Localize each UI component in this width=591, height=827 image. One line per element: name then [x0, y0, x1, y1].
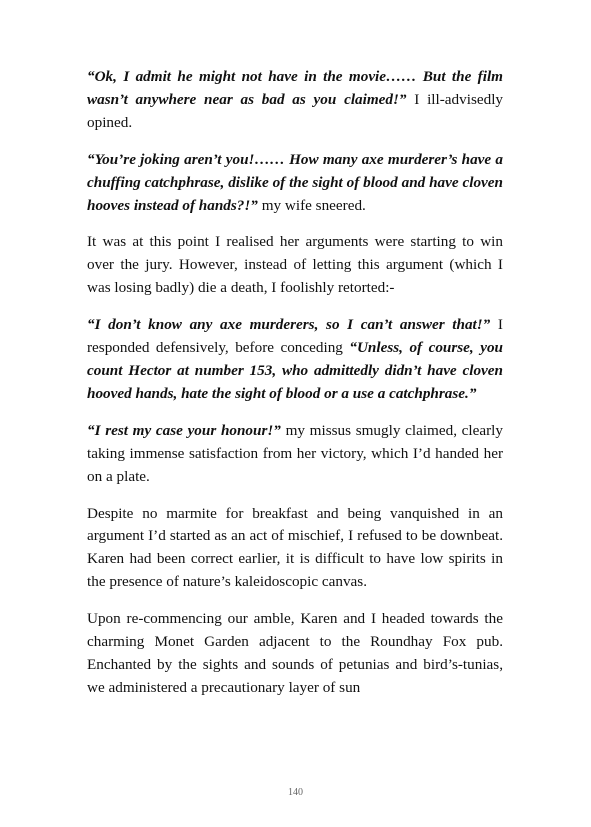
page-number: 140 [288, 787, 303, 798]
narration-text: It was at this point I realised her arguments were starting to win over the jury. However, instead of letting this argument (which I was losing badly) die a death, I foolishly retorted:- [87, 233, 503, 297]
paragraph-3 [87, 231, 503, 300]
narration-text: I responded defensively, before conceding [87, 316, 503, 357]
dialogue-text: “I don’t know any axe murderers, so I can’t answer that!” [87, 316, 491, 334]
paragraph-7 [87, 608, 503, 700]
dialogue-text: “Ok, I admit he might not have in the movie…… But the film wasn’t anywhere near as bad as you claimed!” [87, 68, 503, 108]
narration-text: my wife sneered. [257, 196, 366, 214]
narration-text: Despite no marmite for breakfast and being vanquished in an argument I’d started as an act of mischief, I refused to be downbeat. Karen had been correct earlier, it is difficult to have low spirits in the presence of nature’s kaleidoscopic canvas. [87, 504, 503, 591]
paragraph-2 [87, 149, 503, 218]
narration-text: I ill-advisedly opined. [87, 90, 504, 131]
narration-text: Upon re-commencing our amble, Karen and I headed towards the charming Monet Garden adjacent to the Roundhay Fox pub. Enchanted by the sights and sounds of petunias and bird’s-tunias, we administered a precautionary layer of sun [87, 610, 503, 696]
narration-text: my missus smugly claimed, clearly taking immense satisfaction from her victory, which I’d handed her on a plate. [87, 421, 503, 485]
dialogue-text: “You’re joking aren’t you!…… How many axe murderer’s have a chuffing catchphrase, dislike of the sight of blood and have cloven hooves instead of hands?!” [87, 150, 503, 214]
dialogue-text: “I rest my case your honour!” [87, 421, 281, 439]
dialogue-text: “Unless, of course, you count Hector at number 153, who admittedly didn’t have cloven hooved hands, hate the sight of blood or a use a catchphrase.” [87, 339, 503, 402]
paragraph-6 [87, 503, 503, 595]
page-body [87, 66, 503, 714]
paragraph-1 [87, 66, 503, 135]
paragraph-5 [87, 420, 503, 489]
paragraph-4 [87, 314, 503, 406]
